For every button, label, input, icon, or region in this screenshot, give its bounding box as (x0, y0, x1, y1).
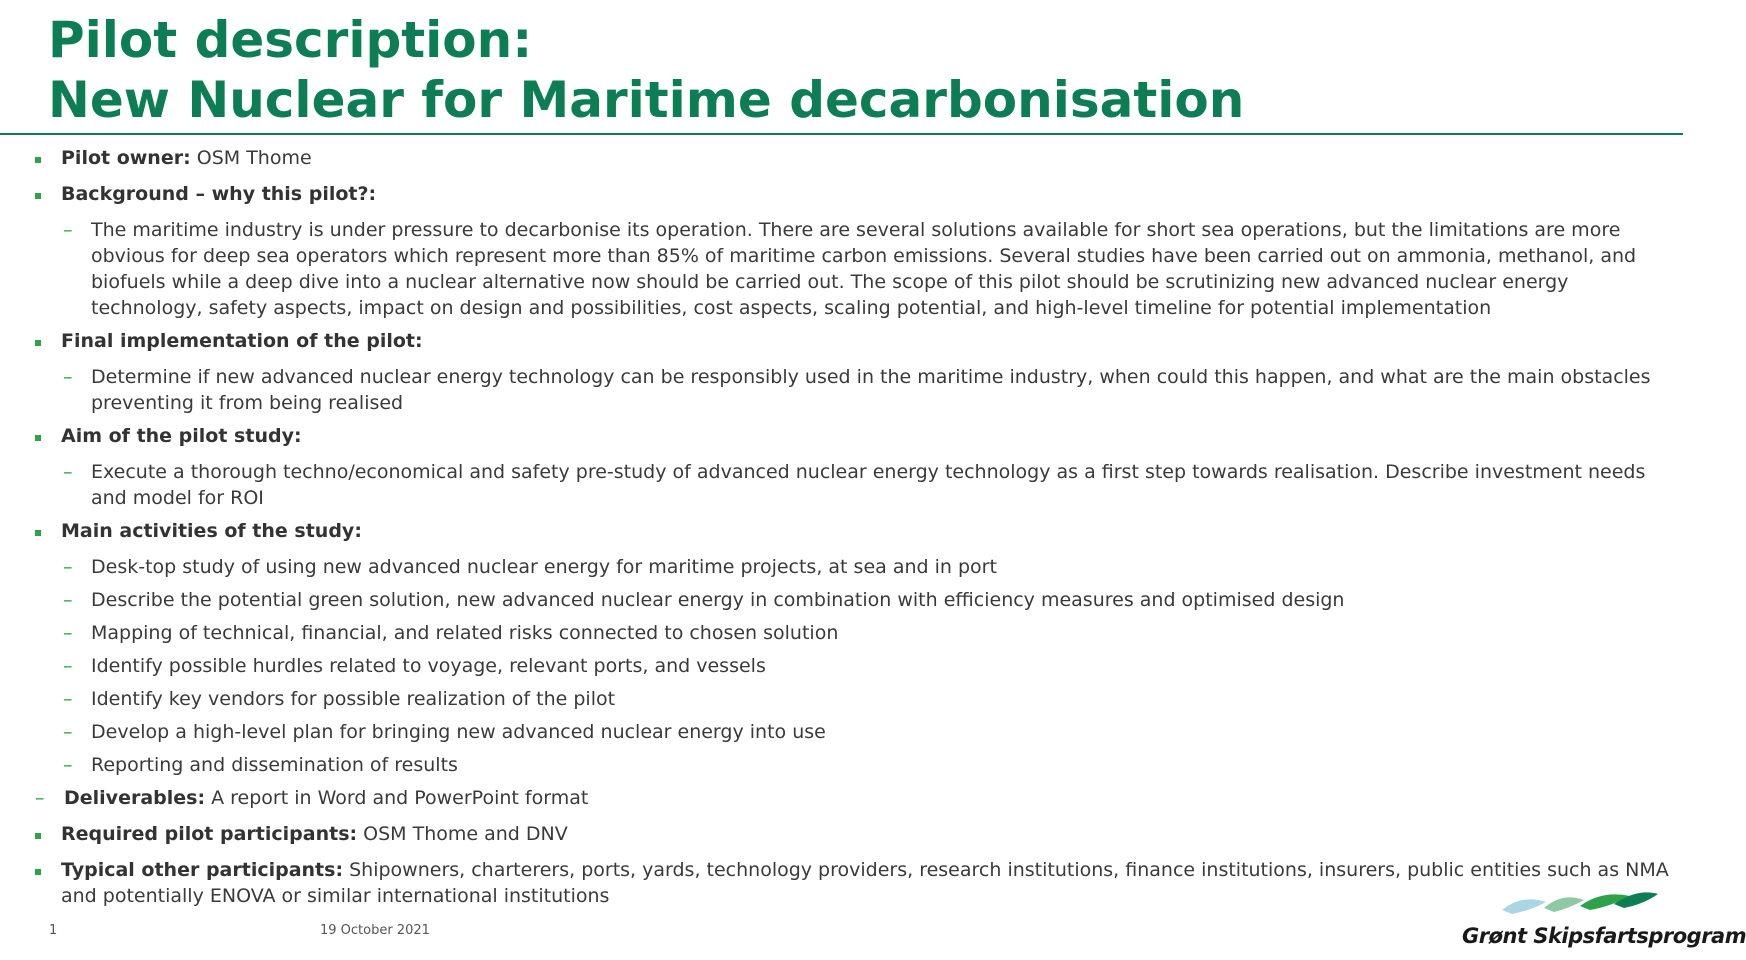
activity-text: Desk-top study of using new advanced nuclear energy for maritime projects, at sea and in port (91, 556, 997, 578)
activity-item (0, 587, 1680, 613)
activity-text: Identify key vendors for possible realization of the pilot (91, 688, 616, 710)
dash-icon: – (63, 688, 73, 710)
activity-text: Describe the potential green solution, new advanced nuclear energy in combination with efficiency measures and optimised design (91, 589, 1345, 611)
activity-item (0, 620, 1680, 646)
wave-logo-icon (1462, 880, 1684, 924)
dash-icon: – (63, 556, 73, 578)
required-participants-value: OSM Thome and DNV (363, 823, 568, 845)
activity-item (0, 653, 1680, 679)
activity-text: Mapping of technical, financial, and related risks connected to chosen solution (91, 622, 839, 644)
dash-icon: – (63, 366, 73, 388)
slide-title-line-1: Pilot description: (48, 11, 533, 69)
final-implementation-label: Final implementation of the pilot: (61, 330, 423, 352)
deliverables-label: Deliverables: (64, 787, 206, 809)
dash-icon: – (63, 589, 73, 611)
bullet-deliverables (0, 785, 1680, 811)
bullet-required-participants (0, 821, 1680, 847)
dash-icon: – (63, 721, 73, 743)
final-implementation-text: Determine if new advanced nuclear energy technology can be responsibly used in the maritime industry, when could this happen, and what are the main obstacles preventing it from being realised (91, 366, 1651, 414)
background-label: Background – why this pilot?: (61, 183, 377, 205)
activity-item (0, 719, 1680, 745)
typical-participants-label: Typical other participants: (61, 859, 344, 881)
dash-icon: – (63, 655, 73, 677)
bullet-final-implementation (0, 328, 1680, 354)
bullet-pilot-owner (0, 145, 1680, 171)
sub-bullet-aim (0, 459, 1680, 511)
activity-text: Identify possible hurdles related to voyage, relevant ports, and vessels (91, 655, 766, 677)
page-number: 1 (49, 923, 58, 938)
program-logo (1462, 880, 1746, 956)
main-activities-label: Main activities of the study: (61, 520, 362, 542)
activity-item (0, 686, 1680, 712)
slide-body (0, 145, 1680, 919)
title-divider (0, 133, 1683, 135)
aim-label: Aim of the pilot study: (61, 425, 302, 447)
dash-icon: – (35, 787, 45, 809)
activity-text: Reporting and dissemination of results (91, 754, 458, 776)
dash-icon: – (63, 461, 73, 483)
footer-date: 19 October 2021 (320, 923, 430, 938)
activity-item (0, 554, 1680, 580)
dash-icon: – (63, 219, 73, 241)
typical-participants-value: Shipowners, charterers, ports, yards, technology providers, research institutions, finance institutions, insurers, public entities such as NMA and potentially ENOVA or similar international institutions (61, 859, 1669, 907)
dash-icon: – (63, 622, 73, 644)
pilot-owner-value: OSM Thome (196, 147, 312, 169)
dash-icon: – (63, 754, 73, 776)
bullet-aim (0, 423, 1680, 449)
required-participants-label: Required pilot participants: (61, 823, 358, 845)
deliverables-value: A report in Word and PowerPoint format (211, 787, 589, 809)
logo-text: Grønt Skipsfartsprogram (1462, 924, 1746, 948)
activity-text: Develop a high-level plan for bringing new advanced nuclear energy into use (91, 721, 826, 743)
sub-bullet-background (0, 217, 1680, 321)
slide-title (48, 10, 1244, 130)
activity-item (0, 752, 1680, 778)
pilot-owner-label: Pilot owner: (61, 147, 191, 169)
background-text: The maritime industry is under pressure to decarbonise its operation. There are several solutions available for short sea operations, but the limitations are more obvious for deep sea operators which represent more than 85% of maritime carbon emissions. Several studies have been carried out on ammonia, methanol, and biofuels while a deep dive into a nuclear alternative now should be carried out. The scope of this pilot should be scrutinizing new advanced nuclear energy technology, safety aspects, impact on design and possibilities, cost aspects, scaling potential, and high-level timeline for potential implementation (91, 219, 1637, 319)
bullet-main-activities (0, 518, 1680, 544)
aim-text: Execute a thorough techno/economical and safety pre-study of advanced nuclear energy technology as a first step towards realisation. Describe investment needs and model for ROI (91, 461, 1646, 509)
sub-bullet-final-implementation (0, 364, 1680, 416)
bullet-typical-participants (0, 857, 1680, 909)
bullet-background (0, 181, 1680, 207)
slide-title-line-2: New Nuclear for Maritime decarbonisation (48, 71, 1245, 129)
